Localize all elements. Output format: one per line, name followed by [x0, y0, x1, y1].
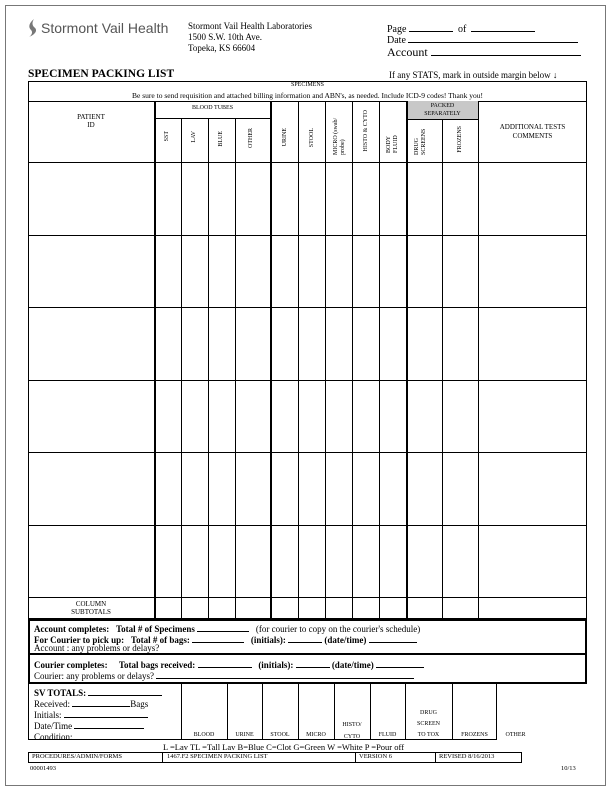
col-sst: SST — [164, 131, 170, 142]
footer-version: VERSION 6 — [359, 753, 393, 760]
col-micro: MICRO (swab/ probe) — [333, 117, 346, 155]
instructions: Be sure to send requisition and attached billing information and ABN's, as needed. Include ICD-9 codes! Thank you! — [132, 91, 483, 100]
column-subtotals-label: COLUMN SUBTOTALS — [71, 600, 111, 616]
logo — [28, 19, 168, 37]
col-frozens: FROZENS — [457, 126, 463, 153]
table-row — [28, 452, 587, 453]
date-code: 10/13 — [561, 765, 576, 772]
date-time-field[interactable] — [369, 633, 417, 643]
of-label: of — [457, 24, 467, 35]
sv-cat-frozens: FROZENS — [461, 732, 488, 738]
table-row — [28, 307, 587, 308]
total-bags-label: Total # of bags: — [130, 635, 190, 645]
received-field[interactable] — [72, 697, 130, 707]
total-specimens-field[interactable] — [197, 622, 249, 632]
page-number-field[interactable] — [409, 22, 453, 32]
col-body-fluid: BODY FLUID — [386, 135, 399, 153]
sv-cat-histo-cyto: HISTO/ CYTO — [342, 722, 362, 740]
date-time-label: (date/time) — [324, 635, 367, 645]
address-line-1: 1500 S.W. 10th Ave. — [188, 32, 263, 42]
specimens-header: SPECIMENS — [290, 82, 324, 88]
col-stool: STOOL — [309, 128, 315, 148]
logo-text: Stormont Vail Health — [41, 20, 169, 36]
patient-id-header: PATIENT ID — [77, 113, 105, 129]
account-field[interactable] — [431, 44, 581, 56]
courier-initials-field[interactable] — [296, 658, 330, 668]
account-problems: Account : any problems or delays? — [34, 643, 160, 653]
sv-cat-blood: BLOOD — [193, 732, 215, 738]
total-bags-received-field[interactable] — [198, 658, 252, 668]
blood-tubes-header: BLOOD TUBES — [191, 105, 234, 111]
table-row — [28, 525, 587, 526]
sv-cat-drug-screen: DRUG SCREEN TO TOX — [416, 710, 440, 738]
sv-cat-stool: STOOL — [270, 732, 290, 738]
col-blue: BLUE — [218, 131, 224, 147]
col-histo-cyto: HISTO & CYTO — [363, 110, 369, 152]
page-total-field[interactable] — [471, 22, 535, 32]
page-label: Page — [387, 24, 407, 35]
initials-field[interactable] — [288, 633, 322, 643]
footer-dept: PROCEDURES/ADMIN/FORMS — [32, 753, 122, 760]
stats-note: If any STATS, mark in outside margin below ↓ — [389, 70, 558, 80]
sv-cat-fluid: FLUID — [378, 732, 397, 738]
col-urine: URINE — [282, 128, 288, 147]
col-lav: LAV — [191, 131, 197, 143]
footer-form-name: 1467.F2 SPECIMEN PACKING LIST — [167, 753, 268, 760]
courier-date-time-field[interactable] — [376, 658, 424, 668]
total-bags-field[interactable] — [192, 633, 244, 643]
sv-cat-micro: MICRO — [306, 732, 326, 738]
account-label: Account — [387, 45, 428, 59]
sv-date-time-label: Date/Time — [34, 721, 73, 731]
courier-completes-label: Courier completes: — [34, 660, 108, 670]
tube-legend: L =Lav TL =Tall Lav B=Blue C=Clot G=Green W =White P =Pour off — [163, 742, 405, 752]
form-number: 00001493 — [30, 765, 56, 772]
col-drug-screens: DRUG SCREENS — [414, 128, 427, 155]
bags-label: Bags — [130, 699, 149, 709]
initials-label: (initials): — [250, 635, 286, 645]
lab-name: Stormont Vail Health Laboratories — [188, 21, 313, 31]
courier-problems-field[interactable] — [156, 669, 414, 679]
packed-separately-header: PACKED SEPARATELY — [424, 103, 461, 117]
form-title: SPECIMEN PACKING LIST — [28, 68, 175, 80]
courier-initials-label: (initials): — [258, 660, 294, 670]
table-row — [28, 380, 587, 381]
total-bags-received-label: Total bags received: — [118, 660, 196, 670]
table-row — [28, 597, 587, 598]
sv-cat-other: OTHER — [505, 732, 526, 738]
courier-copy-note: (for courier to copy on the courier's schedule) — [255, 624, 421, 634]
address-line-2: Topeka, KS 66604 — [188, 43, 256, 53]
logo-icon — [28, 19, 38, 37]
received-label: Received: — [34, 699, 70, 709]
date-label: Date — [387, 35, 406, 46]
date-field[interactable] — [408, 33, 578, 43]
sv-totals-title: SV TOTALS: — [34, 688, 87, 698]
sv-totals-field[interactable] — [88, 686, 162, 696]
condition-field[interactable] — [75, 730, 147, 740]
sv-cat-urine: URINE — [235, 732, 254, 738]
condition-label: Condition: — [34, 732, 73, 742]
courier-date-time-label: (date/time) — [331, 660, 374, 670]
total-specimens-label: Total # of Specimens — [115, 624, 195, 634]
sv-date-time-field[interactable] — [74, 719, 144, 729]
footer-revised: REVISED 8/16/2013 — [439, 753, 495, 760]
courier-problems: Courier: any problems or delays? — [34, 671, 154, 681]
additional-tests-header: ADDITIONAL TESTS COMMENTS — [499, 123, 566, 140]
sv-initials-label: Initials: — [34, 710, 62, 720]
col-other: OTHER — [248, 128, 254, 148]
sv-initials-field[interactable] — [64, 708, 148, 718]
account-completes-label: Account completes: — [34, 624, 110, 634]
courier-pickup-label: For Courier to pick up: — [34, 635, 125, 645]
table-row — [28, 235, 587, 236]
